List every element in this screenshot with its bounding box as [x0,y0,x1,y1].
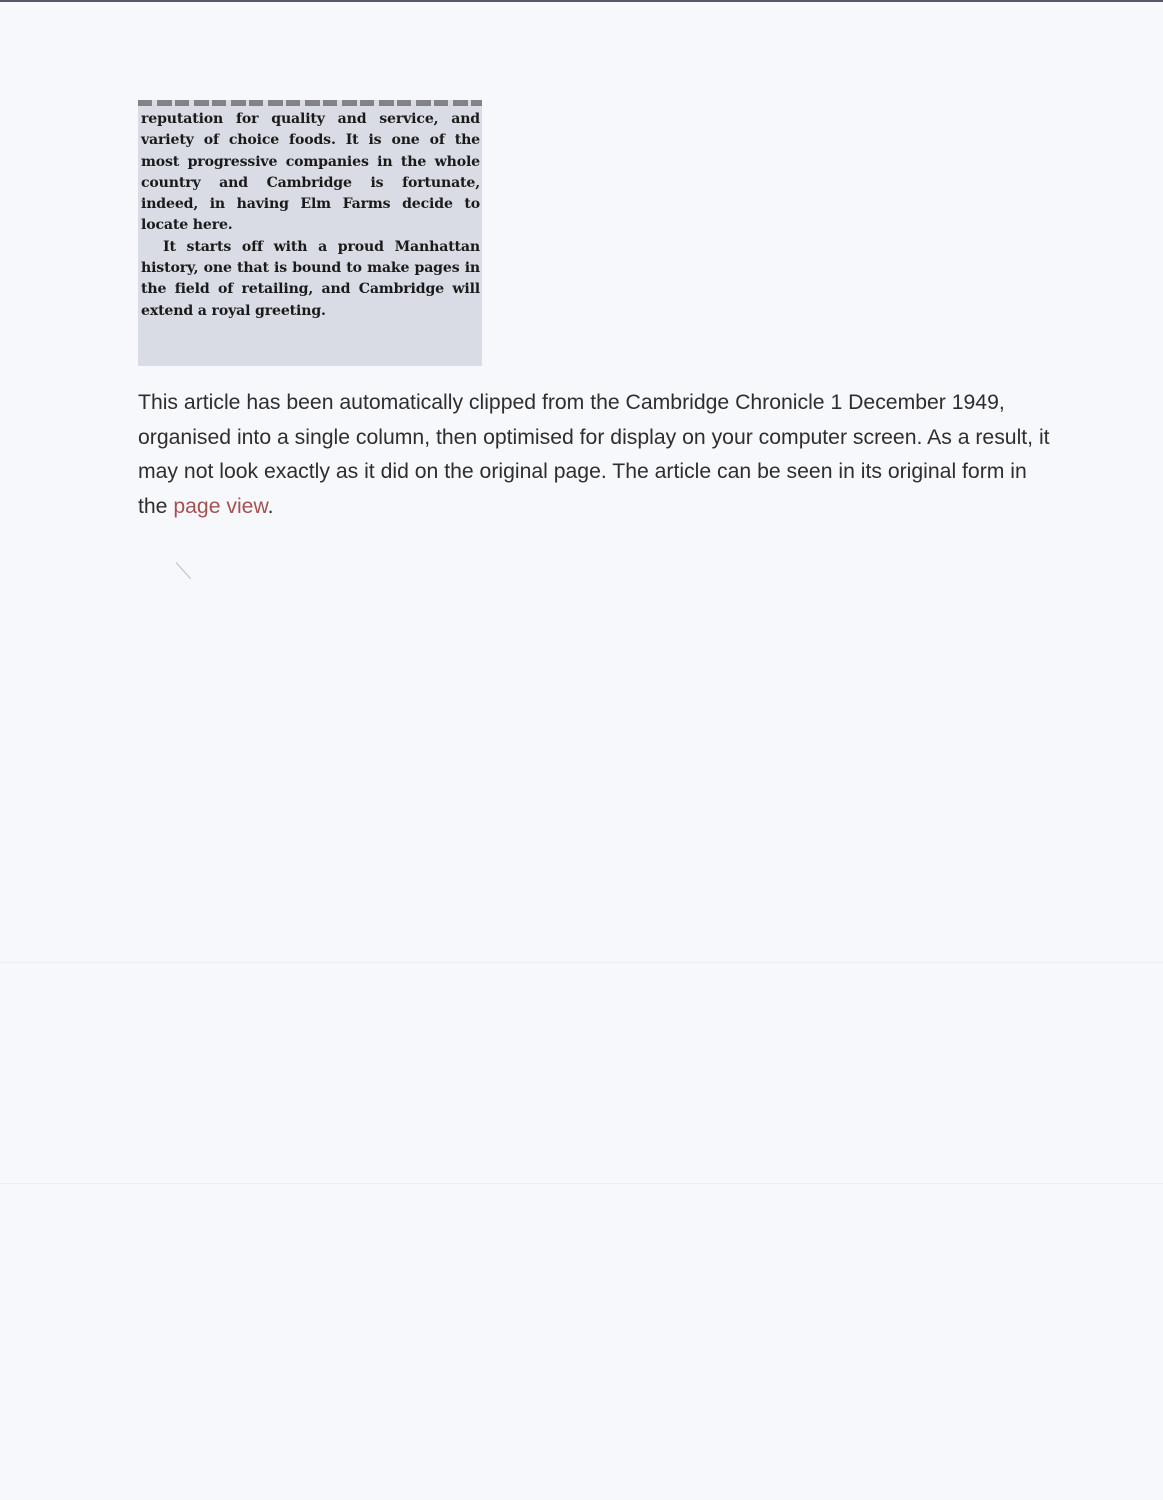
newspaper-clipping-image [138,100,482,366]
clipping-paragraph-2: It starts off with a proud Manhattan history, one that is bound to make pages in the field of retailing, and Cambridge will extend a royal greeting. [141,238,480,319]
clipping-torn-edge [138,100,482,106]
clipping-paragraph-1: reputation for quality and service, and variety of choice foods. It is one of the most progressive companies in the whole country and Cambridge is fortunate, indeed, in having Elm Farms decide to locate here. [141,111,480,234]
scan-artifact-line [0,962,1163,963]
clipping-notice [138,386,1050,524]
top-border [0,0,1163,2]
notice-text: This article has been automatically clipped from the Cambridge Chronicle 1 December 1949, organised into a single column, then optimised for display on your computer screen. As a result, it may not look exactly as it did on the original page. The article can be seen in its original form in the [138,391,1050,518]
scan-artifact [176,562,191,579]
notice-end: . [267,494,274,518]
page-view-link[interactable]: page view [173,494,268,518]
scan-artifact-line [0,1183,1163,1184]
